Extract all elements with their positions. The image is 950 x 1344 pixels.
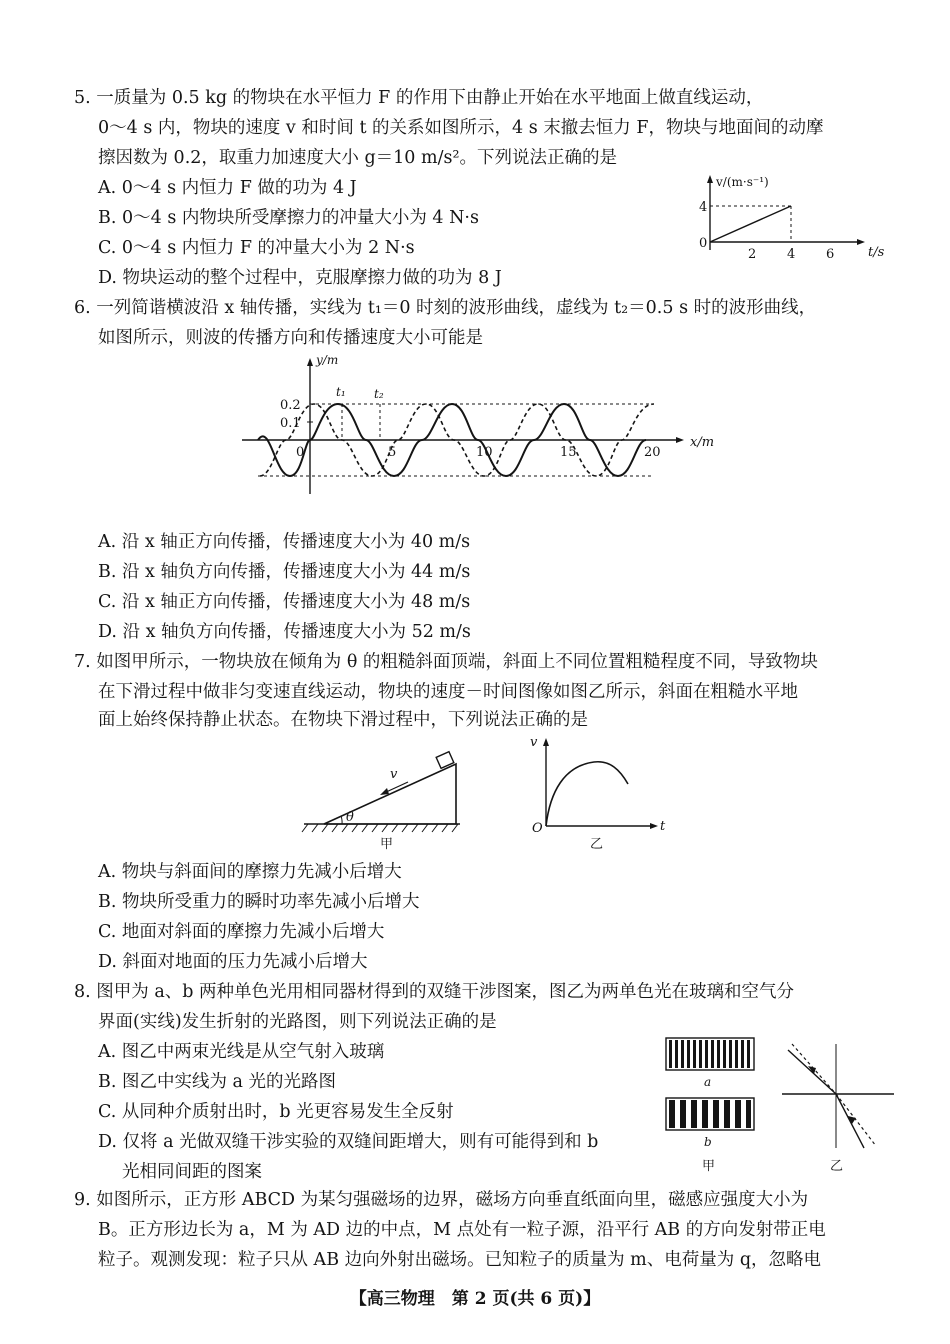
- q8-option-d-continued: 光相同间距的图案: [122, 1162, 262, 1182]
- q8-label-a: a: [704, 1075, 712, 1089]
- q5-y-arrow: [707, 175, 713, 183]
- q7-v-label: v: [390, 767, 398, 782]
- q5-x-arrow: [857, 239, 865, 245]
- q6-y-arrow: [307, 358, 313, 366]
- q7-ground-hatching: [302, 824, 458, 832]
- q5-xtick-6: 6: [826, 247, 835, 262]
- q9-stem-line-3: 粒子。观测发现：粒子只从 AB 边向外射出磁场。已知粒子的质量为 m、电荷量为 q，忽略电: [98, 1250, 822, 1270]
- q9-stem-line-2: B。正方形边长为 a，M 为 AD 边的中点，M 点处有一粒子源，沿平行 AB 的方向发射带正电: [98, 1220, 826, 1240]
- q6-t1-label: t₁: [336, 385, 346, 399]
- q6-option-d[interactable]: D. 沿 x 轴负方向传播，传播速度大小为 52 m/s: [98, 622, 471, 642]
- q8-solid-refracted: [836, 1094, 864, 1148]
- q8-option-d[interactable]: D. 仅将 a 光做双缝干涉实验的双缝间距增大，则有可能得到和 b: [98, 1132, 599, 1152]
- q5-stem-line-1: 5. 一质量为 0.5 kg 的物块在水平恒力 F 的作用下由静止开始在水平地面上做直线运动，: [74, 88, 764, 108]
- q5-xtick-4: 4: [787, 247, 796, 262]
- q7-jia-label: 甲: [380, 837, 394, 852]
- q7-velocity-arrowhead: [380, 788, 389, 795]
- q7-stem-line-1: 7. 如图甲所示，一物块放在倾角为 θ 的粗糙斜面顶端，斜面上不同位置粗糙程度不同，导致物块: [74, 652, 818, 672]
- q7-option-b[interactable]: B. 物块所受重力的瞬时功率先减小后增大: [98, 892, 420, 912]
- q8-solid-incident: [788, 1050, 836, 1094]
- q8-stem-line-2: 界面(实线)发生折射的光路图，则下列说法正确的是: [98, 1012, 497, 1032]
- q8-yi-label: 乙: [830, 1159, 844, 1174]
- q5-stem-line-3: 擦因数为 0.2，取重力加速度大小 g＝10 m/s²。下列说法正确的是: [98, 148, 617, 168]
- q6-x-arrow: [676, 437, 684, 443]
- q5-ylabel: v/(m·s⁻¹): [716, 175, 769, 189]
- q8-option-c[interactable]: C. 从同种介质射出时，b 光更容易发生全反射: [98, 1102, 454, 1122]
- q7-stem-line-3: 面上始终保持静止状态。在物块下滑过程中，下列说法正确的是: [98, 710, 588, 730]
- q6-wave-graph: [230, 352, 730, 502]
- q6-ytick-02: 0.2: [280, 398, 301, 413]
- q5-option-d[interactable]: D. 物块运动的整个过程中，克服摩擦力做的功为 8 J: [98, 268, 502, 288]
- q5-stem-line-2: 0～4 s 内，物块的速度 v 和时间 t 的关系如图所示，4 s 末撤去恒力 F，物块与地面间的动摩: [98, 118, 824, 138]
- q7-option-a[interactable]: A. 物块与斜面间的摩擦力先减小后增大: [98, 862, 402, 882]
- q8-dashed-refracted: [836, 1094, 876, 1146]
- q8-option-a[interactable]: A. 图乙中两束光线是从空气射入玻璃: [98, 1042, 385, 1062]
- q7-angle-arc: [341, 816, 342, 824]
- q8-pattern-a-frame: [666, 1038, 754, 1070]
- q6-xtick-20: 20: [644, 445, 661, 460]
- q6-ytick-01: 0.1: [280, 416, 301, 431]
- q5-option-a[interactable]: A. 0～4 s 内恒力 F 做的功为 4 J: [98, 178, 357, 198]
- q8-refraction-diagram: [778, 1036, 898, 1176]
- q6-t2-label: t₂: [374, 387, 384, 401]
- q9-stem-line-1: 9. 如图所示，正方形 ABCD 为某匀强磁场的边界，磁场方向垂直纸面向里，磁感应强度大小为: [74, 1190, 809, 1210]
- q8-stem-line-1: 8. 图甲为 a、b 两种单色光用相同器材得到的双缝干涉图案，图乙为两单色光在玻璃和空气分: [74, 982, 795, 1002]
- q7-t-arrow: [650, 823, 658, 829]
- q7-axis-t-label: t: [660, 819, 666, 834]
- page-footer: 【高三物理 第 2 页(共 6 页)】: [349, 1289, 601, 1309]
- q5-option-b[interactable]: B. 0～4 s 内物块所受摩擦力的冲量大小为 4 N·s: [98, 208, 479, 228]
- q5-vt-graph: [688, 172, 898, 268]
- q7-origin-label: O: [532, 821, 543, 836]
- q7-stem-line-2: 在下滑过程中做非匀变速直线运动，物块的速度－时间图像如图乙所示，斜面在粗糙水平地: [98, 682, 798, 702]
- q8-interference-patterns: [660, 1036, 760, 1176]
- q7-incline-figure: [296, 744, 476, 852]
- q7-v-arrow: [543, 738, 549, 746]
- q7-option-c[interactable]: C. 地面对斜面的摩擦力先减小后增大: [98, 922, 385, 942]
- q8-jia-label: 甲: [702, 1159, 716, 1174]
- q6-xlabel: x/m: [690, 435, 715, 450]
- q6-xtick-5: 5: [388, 445, 397, 460]
- q6-xtick-15: 15: [560, 445, 577, 460]
- q6-option-c[interactable]: C. 沿 x 轴正方向传播，传播速度大小为 48 m/s: [98, 592, 471, 612]
- q8-label-b: b: [704, 1135, 712, 1149]
- q5-xtick-2: 2: [748, 247, 757, 262]
- q7-vt-graph: [524, 732, 674, 854]
- q5-ytick-4: 4: [699, 200, 708, 215]
- q7-yi-label: 乙: [590, 837, 604, 852]
- q5-option-c[interactable]: C. 0～4 s 内恒力 F 的冲量大小为 2 N·s: [98, 238, 415, 258]
- q5-xlabel: t/s: [868, 245, 885, 260]
- q6-xtick-10: 10: [476, 445, 493, 460]
- q7-option-d[interactable]: D. 斜面对地面的压力先减小后增大: [98, 952, 368, 972]
- q6-option-a[interactable]: A. 沿 x 轴正方向传播，传播速度大小为 40 m/s: [98, 532, 471, 552]
- q8-option-b[interactable]: B. 图乙中实线为 a 光的光路图: [98, 1072, 337, 1092]
- q7-axis-v-label: v: [530, 735, 538, 750]
- q6-option-b[interactable]: B. 沿 x 轴负方向传播，传播速度大小为 44 m/s: [98, 562, 471, 582]
- q6-stem-line-1: 6. 一列简谐横波沿 x 轴传播，实线为 t₁＝0 时刻的波形曲线，虚线为 t₂＝0.5 s 时的波形曲线，: [74, 298, 817, 318]
- q6-ylabel: y/m: [316, 353, 339, 367]
- q5-origin: 0: [699, 236, 708, 251]
- q6-origin: 0: [296, 445, 305, 460]
- q6-stem-line-2: 如图所示，则波的传播方向和传播速度大小可能是: [98, 328, 483, 348]
- q7-vt-curve: [546, 762, 628, 826]
- q5-velocity-line: [710, 206, 791, 242]
- q7-theta-label: θ: [346, 810, 354, 825]
